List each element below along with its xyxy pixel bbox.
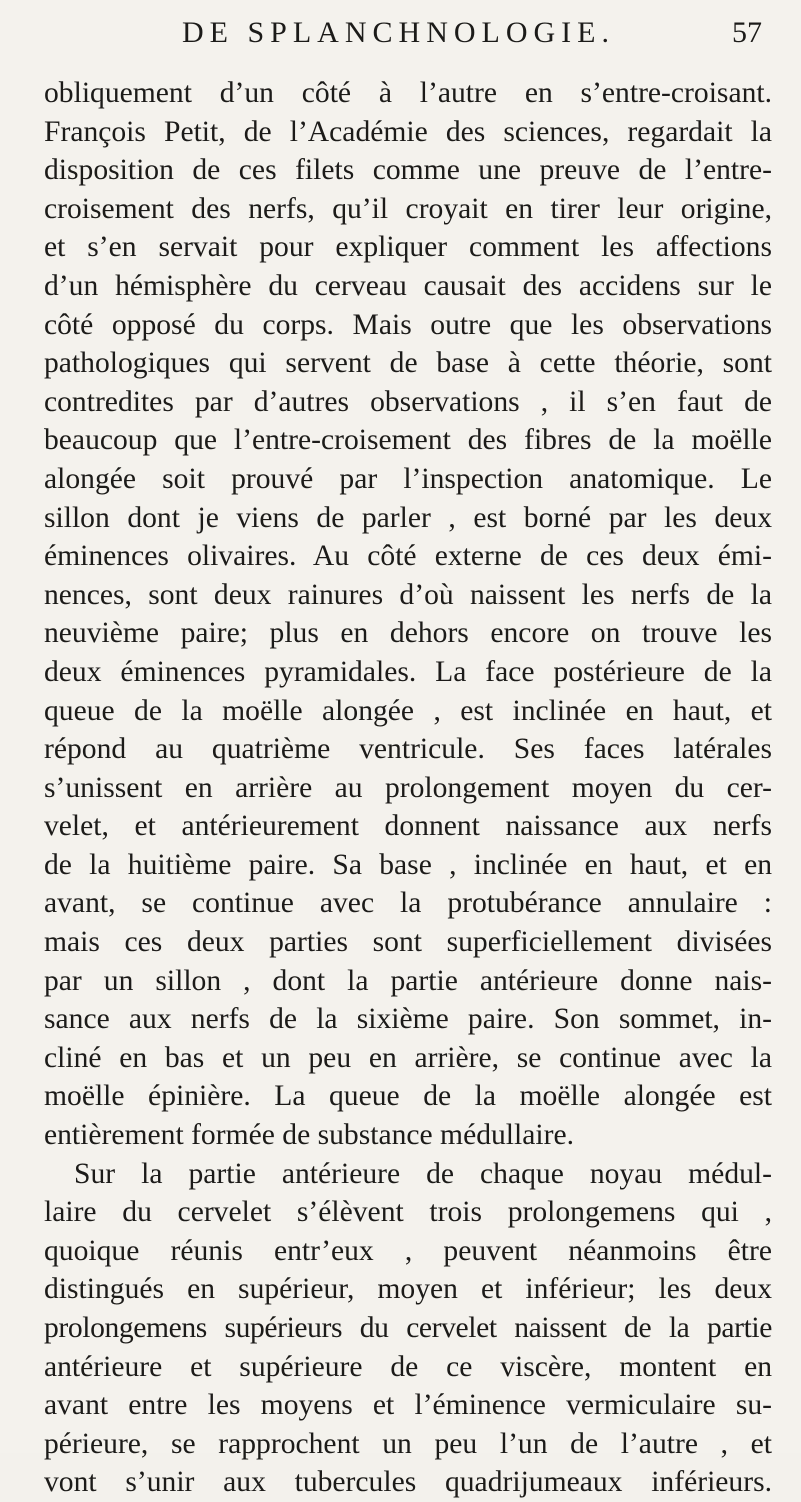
text-line: éminences olivaires. Au côté externe de ces deux émi- xyxy=(44,540,772,573)
text-line: queue de la moëlle alongée , est inclinée en haut, et xyxy=(44,694,772,727)
text-line: neuvième paire; plus en dehors encore on trouve les xyxy=(44,617,772,650)
text-line: François Petit, de l’Académie des sciences, regardait la xyxy=(44,115,772,148)
text-line: laire du cervelet s’élèvent trois prolongemens qui , xyxy=(44,1196,772,1229)
text-line-paragraph-end: entièrement formée de substance médullaire. xyxy=(44,1119,574,1152)
text-line: quoique réunis entr’eux , peuvent néanmoins être xyxy=(44,1234,772,1267)
text-line: moëlle épinière. La queue de la moëlle alongée est xyxy=(44,1080,772,1113)
text-line: prolongemens supérieurs du cervelet naissent de la partie xyxy=(44,1312,772,1344)
text-line: sillon dont je viens de parler , est borné par les deux xyxy=(44,501,772,534)
running-head xyxy=(182,16,762,60)
text-line: répond au quatrième ventricule. Ses faces latérales xyxy=(44,733,772,766)
body-text xyxy=(44,74,772,1502)
text-line: avant entre les moyens et l’éminence vermiculaire su- xyxy=(44,1389,772,1422)
text-line: s’unissent en arrière au prolongement moyen du cer- xyxy=(44,771,772,804)
text-line: beaucoup que l’entre-croisement des fibres de la moëlle xyxy=(44,424,772,457)
text-line: avant, se continue avec la protubérance annulaire : xyxy=(44,887,772,920)
text-line: nences, sont deux rainures d’où naissent les nerfs de la xyxy=(44,578,772,611)
text-line: deux éminences pyramidales. La face postérieure de la xyxy=(44,655,772,688)
text-line: distingués en supérieur, moyen et inférieur; les deux xyxy=(44,1273,772,1306)
text-line-paragraph-start: Sur la partie antérieure de chaque noyau médul- xyxy=(74,1157,772,1190)
text-line: alongée soit prouvé par l’inspection anatomique. Le xyxy=(44,462,772,495)
text-line: côté opposé du corps. Mais outre que les observations xyxy=(44,308,772,341)
running-head-title: DE SPLANCHNOLOGIE. xyxy=(182,16,615,49)
text-line: par un sillon , dont la partie antérieure donne nais- xyxy=(44,964,772,997)
text-line: et s’en servait pour expliquer comment les affections xyxy=(44,231,772,264)
text-line: obliquement d’un côté à l’autre en s’entre-croisant. xyxy=(44,77,772,109)
text-line: contredites par d’autres observations , il s’en faut de xyxy=(44,385,772,418)
text-line: de la huitième paire. Sa base , inclinée en haut, et en xyxy=(44,848,772,881)
text-line: cliné en bas et un peu en arrière, se continue avec la xyxy=(44,1041,772,1074)
text-line: périeure, se rapprochent un peu l’un de l’autre , et xyxy=(44,1427,772,1460)
text-line: velet, et antérieurement donnent naissance aux nerfs xyxy=(44,810,772,843)
text-line: mais ces deux parties sont superficiellement divisées xyxy=(44,926,772,959)
text-line: antérieure et supérieure de ce viscère, montent en xyxy=(44,1350,772,1383)
text-line: d’un hémisphère du cerveau causait des accidens sur le xyxy=(44,269,772,302)
text-line: croisement des nerfs, qu’il croyait en tirer leur origine, xyxy=(44,192,772,225)
text-line: pathologiques qui servent de base à cette théorie, sont xyxy=(44,347,772,380)
text-line: sance aux nerfs de la sixième paire. Son sommet, in- xyxy=(44,1003,772,1036)
text-line: vont s’unir aux tubercules quadrijumeaux inférieurs. xyxy=(44,1466,772,1499)
text-line: disposition de ces filets comme une preuve de l’entre- xyxy=(44,154,772,187)
page-number: 57 xyxy=(732,16,762,49)
